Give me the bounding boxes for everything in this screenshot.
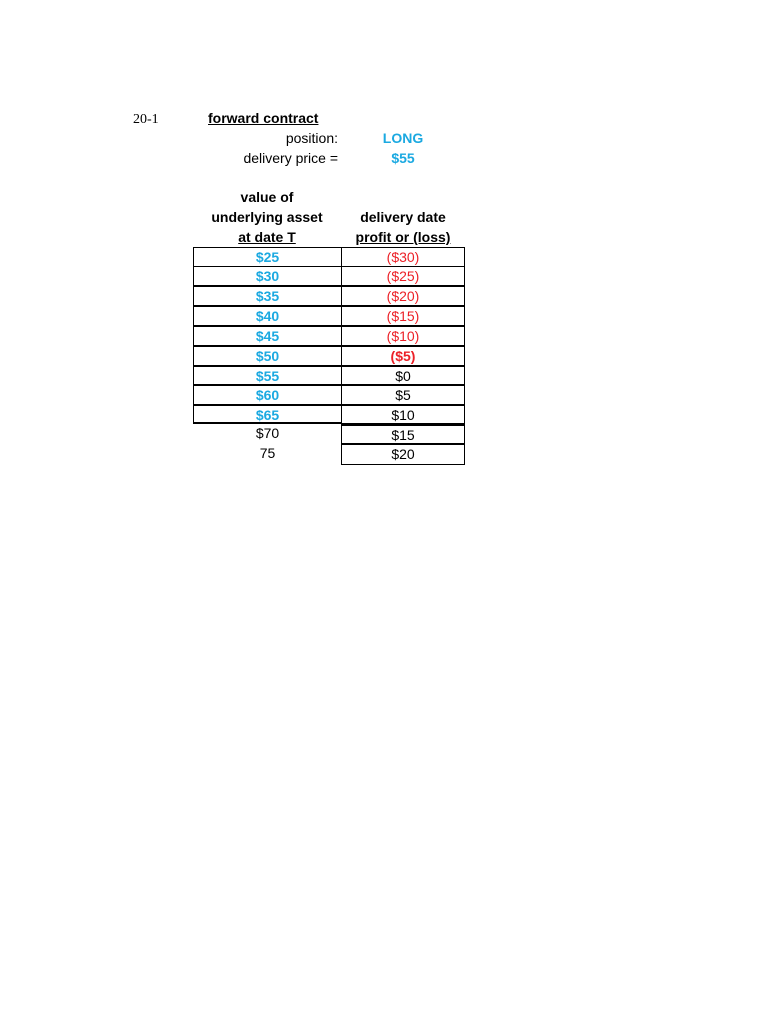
- asset-value-column-header: [193, 187, 341, 247]
- problem-number: 20-1: [133, 112, 159, 127]
- profit-cell[interactable]: ($25): [341, 266, 465, 286]
- profit-header-line-2: profit or (loss): [355, 229, 451, 245]
- asset-value-cell[interactable]: 75: [259, 445, 276, 461]
- asset-value-cell[interactable]: $30: [193, 266, 342, 286]
- profit-cell[interactable]: ($5): [341, 346, 465, 366]
- profit-cell[interactable]: ($20): [341, 286, 465, 306]
- sheet-title: forward contract: [208, 110, 319, 126]
- profit-cell[interactable]: $5: [341, 385, 465, 405]
- position-value[interactable]: LONG: [382, 130, 424, 146]
- asset-value-cell[interactable]: $50: [193, 346, 342, 366]
- profit-cell[interactable]: ($10): [341, 326, 465, 346]
- asset-value-cell[interactable]: $60: [193, 385, 342, 405]
- profit-column-header: [341, 207, 465, 247]
- profit-cell[interactable]: ($15): [341, 306, 465, 326]
- asset-value-header-line-3: at date T: [238, 229, 296, 245]
- asset-value-cell[interactable]: $70: [255, 425, 280, 441]
- asset-value-cell[interactable]: $45: [193, 326, 342, 346]
- asset-value-cell[interactable]: $25: [193, 247, 342, 267]
- profit-cell[interactable]: $20: [341, 444, 465, 465]
- profit-header-line-1: delivery date: [360, 209, 446, 225]
- profit-cell[interactable]: $15: [341, 424, 465, 444]
- delivery-price-value[interactable]: $55: [391, 150, 415, 166]
- position-label: position:: [285, 130, 338, 146]
- profit-cell[interactable]: $0: [341, 365, 465, 385]
- asset-value-cell[interactable]: $35: [193, 286, 342, 306]
- profit-cell[interactable]: $10: [341, 404, 465, 424]
- asset-value-cell[interactable]: $65: [193, 404, 342, 424]
- delivery-price-label: delivery price =: [243, 150, 338, 166]
- asset-value-cell[interactable]: $55: [193, 365, 342, 385]
- profit-cell[interactable]: ($30): [341, 247, 465, 267]
- asset-value-header-line-1: value of: [240, 189, 294, 205]
- asset-value-cell[interactable]: $40: [193, 306, 342, 326]
- asset-value-header-line-2: underlying asset: [211, 209, 323, 225]
